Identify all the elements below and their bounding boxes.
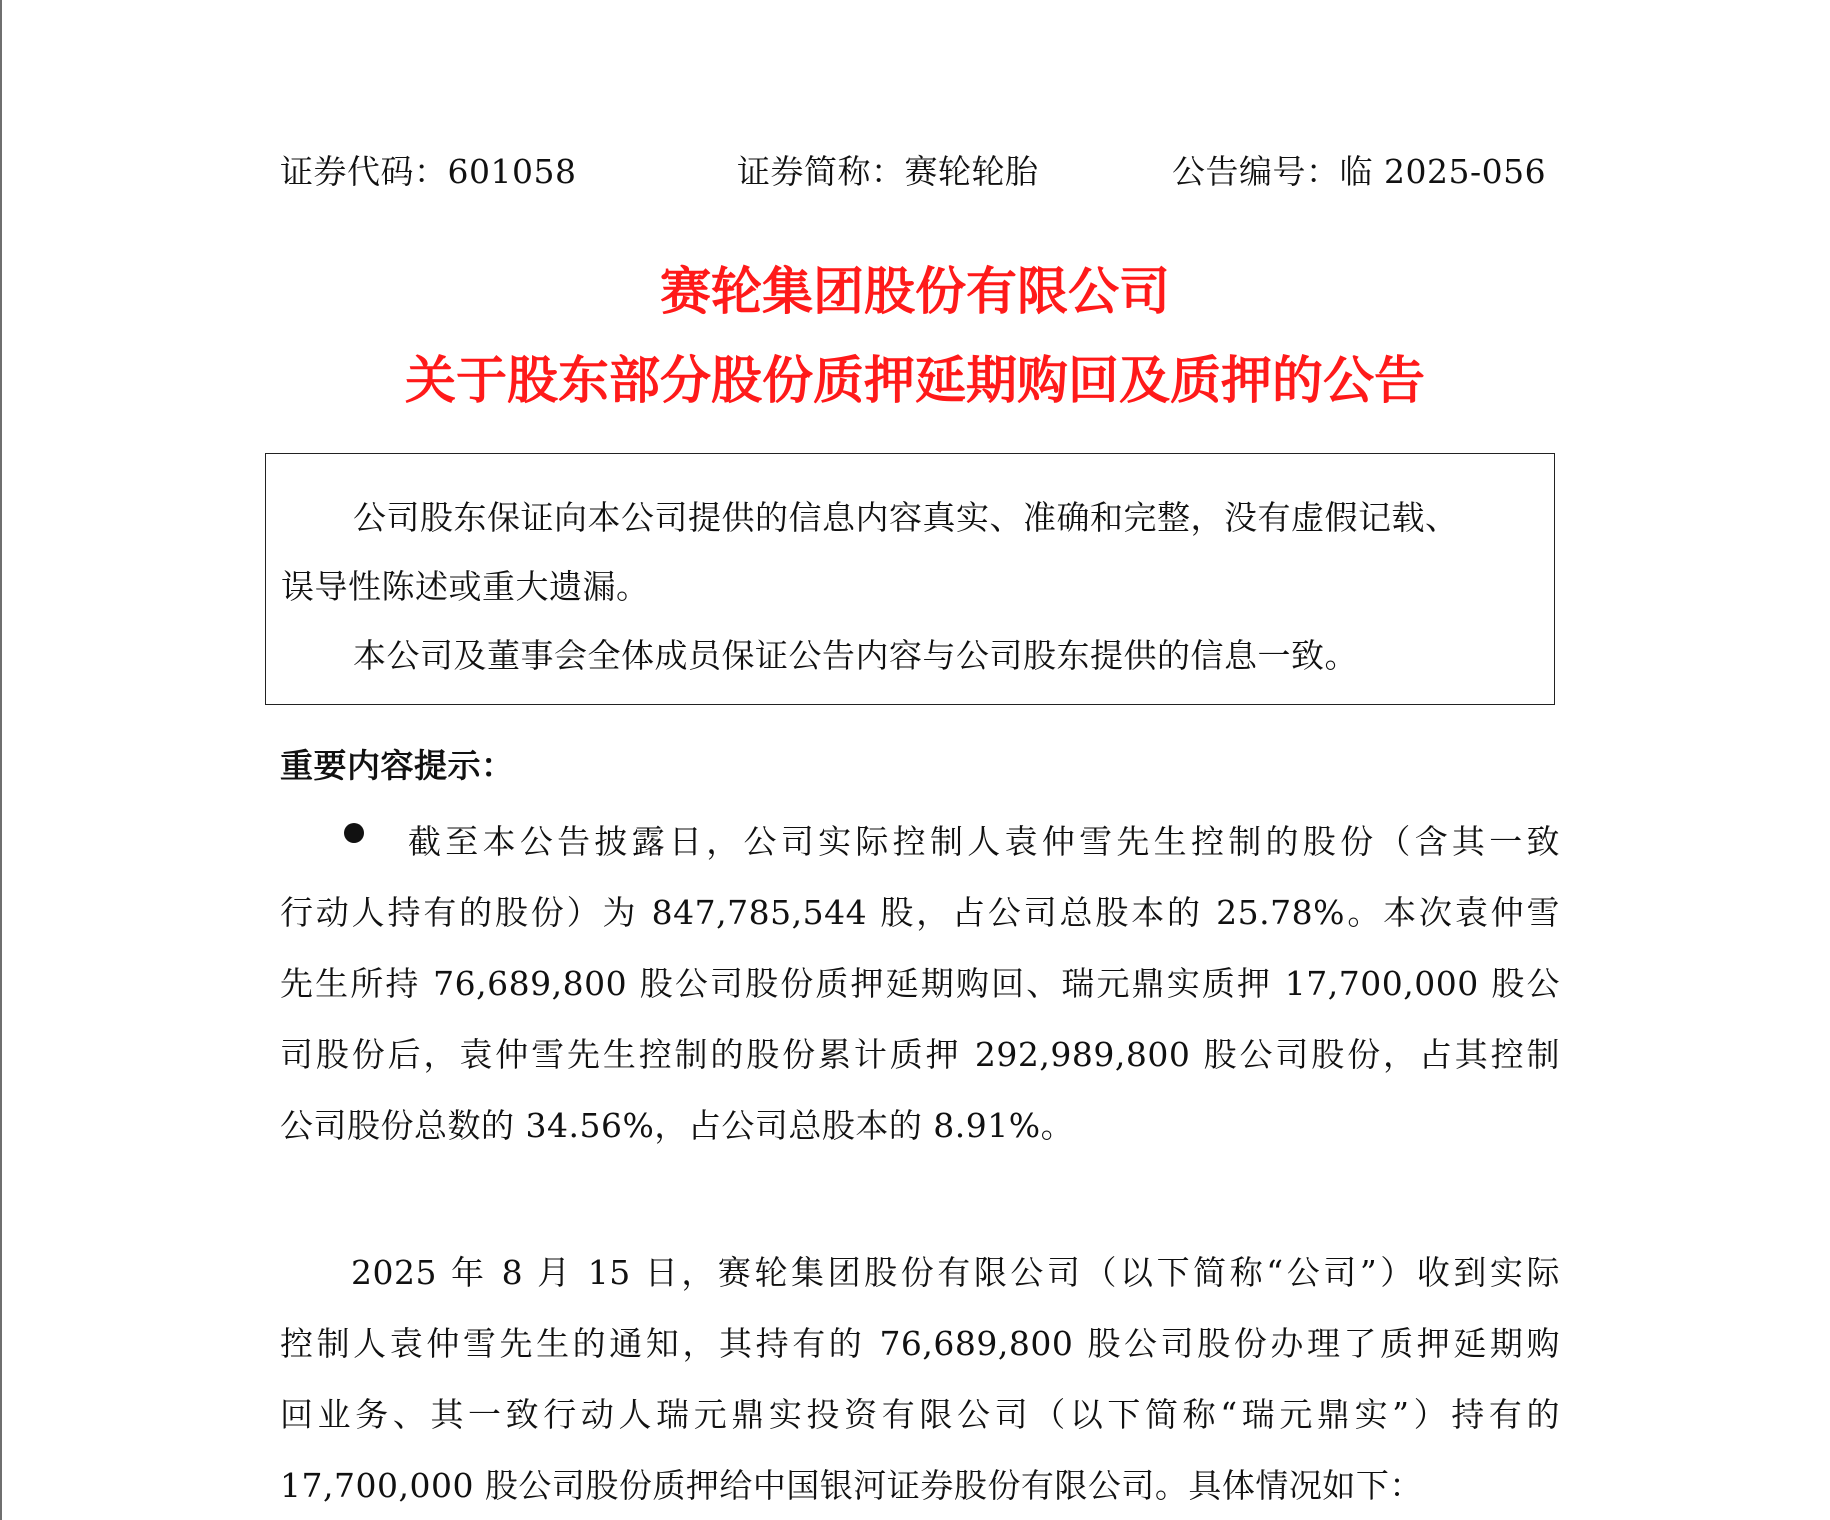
bullet-dot-icon [344,823,364,843]
bullet-text-line: 司股份后，袁仲雪先生控制的股份累计质押 292,989,800 股公司股份，占其控制 [280,1035,1560,1074]
disclaimer-line-1: 公司股东保证向本公司提供的信息内容真实、准确和完整，没有虚假记载、 [353,498,1459,537]
announcement-title: 关于股东部分股份质押延期购回及质押的公告 [404,352,1425,411]
disclaimer-line-2: 误导性陈述或重大遗漏。 [281,567,650,606]
disclaimer-box [265,453,1555,705]
bullet-text-line: 截至本公告披露日，公司实际控制人袁仲雪先生控制的股份（含其一致 [408,822,1560,861]
security-code: 证券代码：601058 [280,152,577,191]
bullet-text-line: 先生所持 76,689,800 股公司股份质押延期购回、瑞元鼎实质押 17,700,000 股公 [280,964,1560,1003]
disclaimer-line-3: 本公司及董事会全体成员保证公告内容与公司股东提供的信息一致。 [353,636,1358,675]
bullet-text-line: 行动人持有的股份）为 847,785,544 股，占公司总股本的 25.78%。本次袁仲雪 [280,893,1560,932]
body-text-line: 回业务、其一致行动人瑞元鼎实投资有限公司（以下简称“瑞元鼎实”）持有的 [280,1395,1560,1434]
bullet-text-line: 公司股份总数的 34.56%，占公司总股本的 8.91%。 [280,1106,1075,1145]
body-text-line: 2025 年 8 月 15 日，赛轮集团股份有限公司（以下简称“公司”）收到实际 [351,1253,1560,1292]
body-text-line: 17,700,000 股公司股份质押给中国银河证券股份有限公司。具体情况如下： [280,1466,1423,1505]
company-title: 赛轮集团股份有限公司 [659,263,1170,322]
security-abbreviation: 证券简称：赛轮轮胎 [737,152,1039,191]
important-heading: 重要内容提示： [280,746,515,785]
announcement-number: 公告编号：临 2025-056 [1172,152,1547,191]
body-text-line: 控制人袁仲雪先生的通知，其持有的 76,689,800 股公司股份办理了质押延期购 [280,1324,1560,1363]
